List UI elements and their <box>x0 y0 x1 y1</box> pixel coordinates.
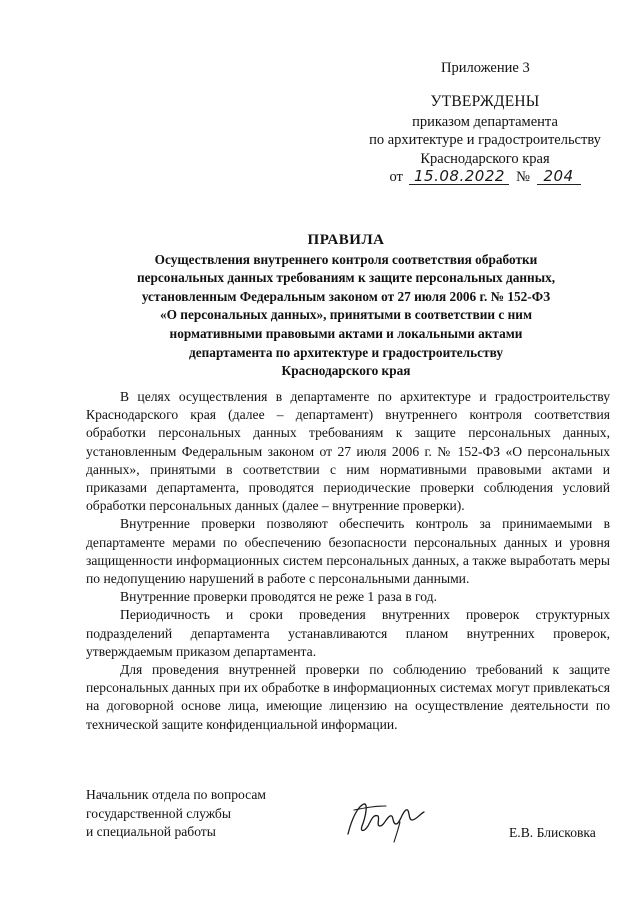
title-line: «О персональных данных», принятыми в соответствии с ним <box>159 307 532 323</box>
approval-line: приказом департамента <box>412 113 558 130</box>
approved-heading: УТВЕРЖДЕНЫ <box>430 93 540 110</box>
approval-line: по архитектуре и градостроительству <box>369 132 601 148</box>
document-title <box>70 231 622 381</box>
title-main: ПРАВИЛА <box>307 232 385 248</box>
date-prefix: от <box>389 169 403 185</box>
order-number: 204 <box>537 168 581 185</box>
title-line: Осуществления внутреннего контроля соответствия обработки <box>154 251 538 267</box>
approval-line: Краснодарского края <box>420 150 550 167</box>
handwritten-signature-icon <box>340 796 430 846</box>
position-line: и специальной работы <box>86 824 216 839</box>
order-date-number-line <box>340 168 630 187</box>
body-paragraph: Для проведения внутренней проверки по соблюдению требований к защите персональных данных при их обработке в информационных системах могут привлекаться на договорной основе лица, имеющие лицензию на осуществление деятельности по технической защите конфиденциальной информации. <box>86 662 610 732</box>
title-line: Краснодарского края <box>281 363 411 379</box>
order-date: 15.08.2022 <box>409 168 509 185</box>
document-body <box>86 388 610 734</box>
title-line: установленным Федеральным законом от 27 июля 2006 г. № 152-ФЗ <box>141 288 551 304</box>
body-paragraph: Периодичность и сроки проведения внутренних проверок структурных подразделений департамента устанавливаются планом внутренних проверок, утверждаемым приказом департамента. <box>86 607 610 659</box>
signature-position <box>86 786 266 842</box>
number-prefix: № <box>516 169 530 185</box>
signatory-name: Е.В. Блисковка <box>509 825 596 840</box>
body-paragraph: Внутренние проверки проводятся не реже 1 раза в год. <box>120 589 437 605</box>
approval-block <box>340 93 630 187</box>
title-line: нормативными правовыми актами и локальными актами <box>169 325 523 341</box>
position-line: Начальник отдела по вопросам <box>86 787 267 802</box>
title-line: персональных данных требованиям к защите персональных данных, <box>136 270 556 286</box>
position-line: государственной службы <box>86 805 231 821</box>
title-line: департамента по архитектуре и градостроительству <box>189 344 503 360</box>
appendix-label: Приложение 3 <box>441 60 530 76</box>
body-paragraph: Внутренние проверки позволяют обеспечить контроль за принимаемыми в департаменте мерами по обеспечению безопасности персональных данных и уровня защищенности информационных систем персональных данных, а также выработать меры по недопущению нарушений в работе с персональными данными. <box>86 516 610 587</box>
body-paragraph: В целях осуществления в департаменте по архитектуре и градостроительству Краснодарского края (далее – департамент) внутреннего контроля соответствия обработки персональных данных требованиям к защите персональных данных, установленным Федеральным законом от 27 июля 2006 г. № 152-ФЗ «О персональных данных», принятыми в соответствии с ним нормативными правовыми актами и приказами департамента, проводятся периодические проверки соблюдения условий обработки персональных данных (далее – внутренние проверки). <box>86 389 610 514</box>
